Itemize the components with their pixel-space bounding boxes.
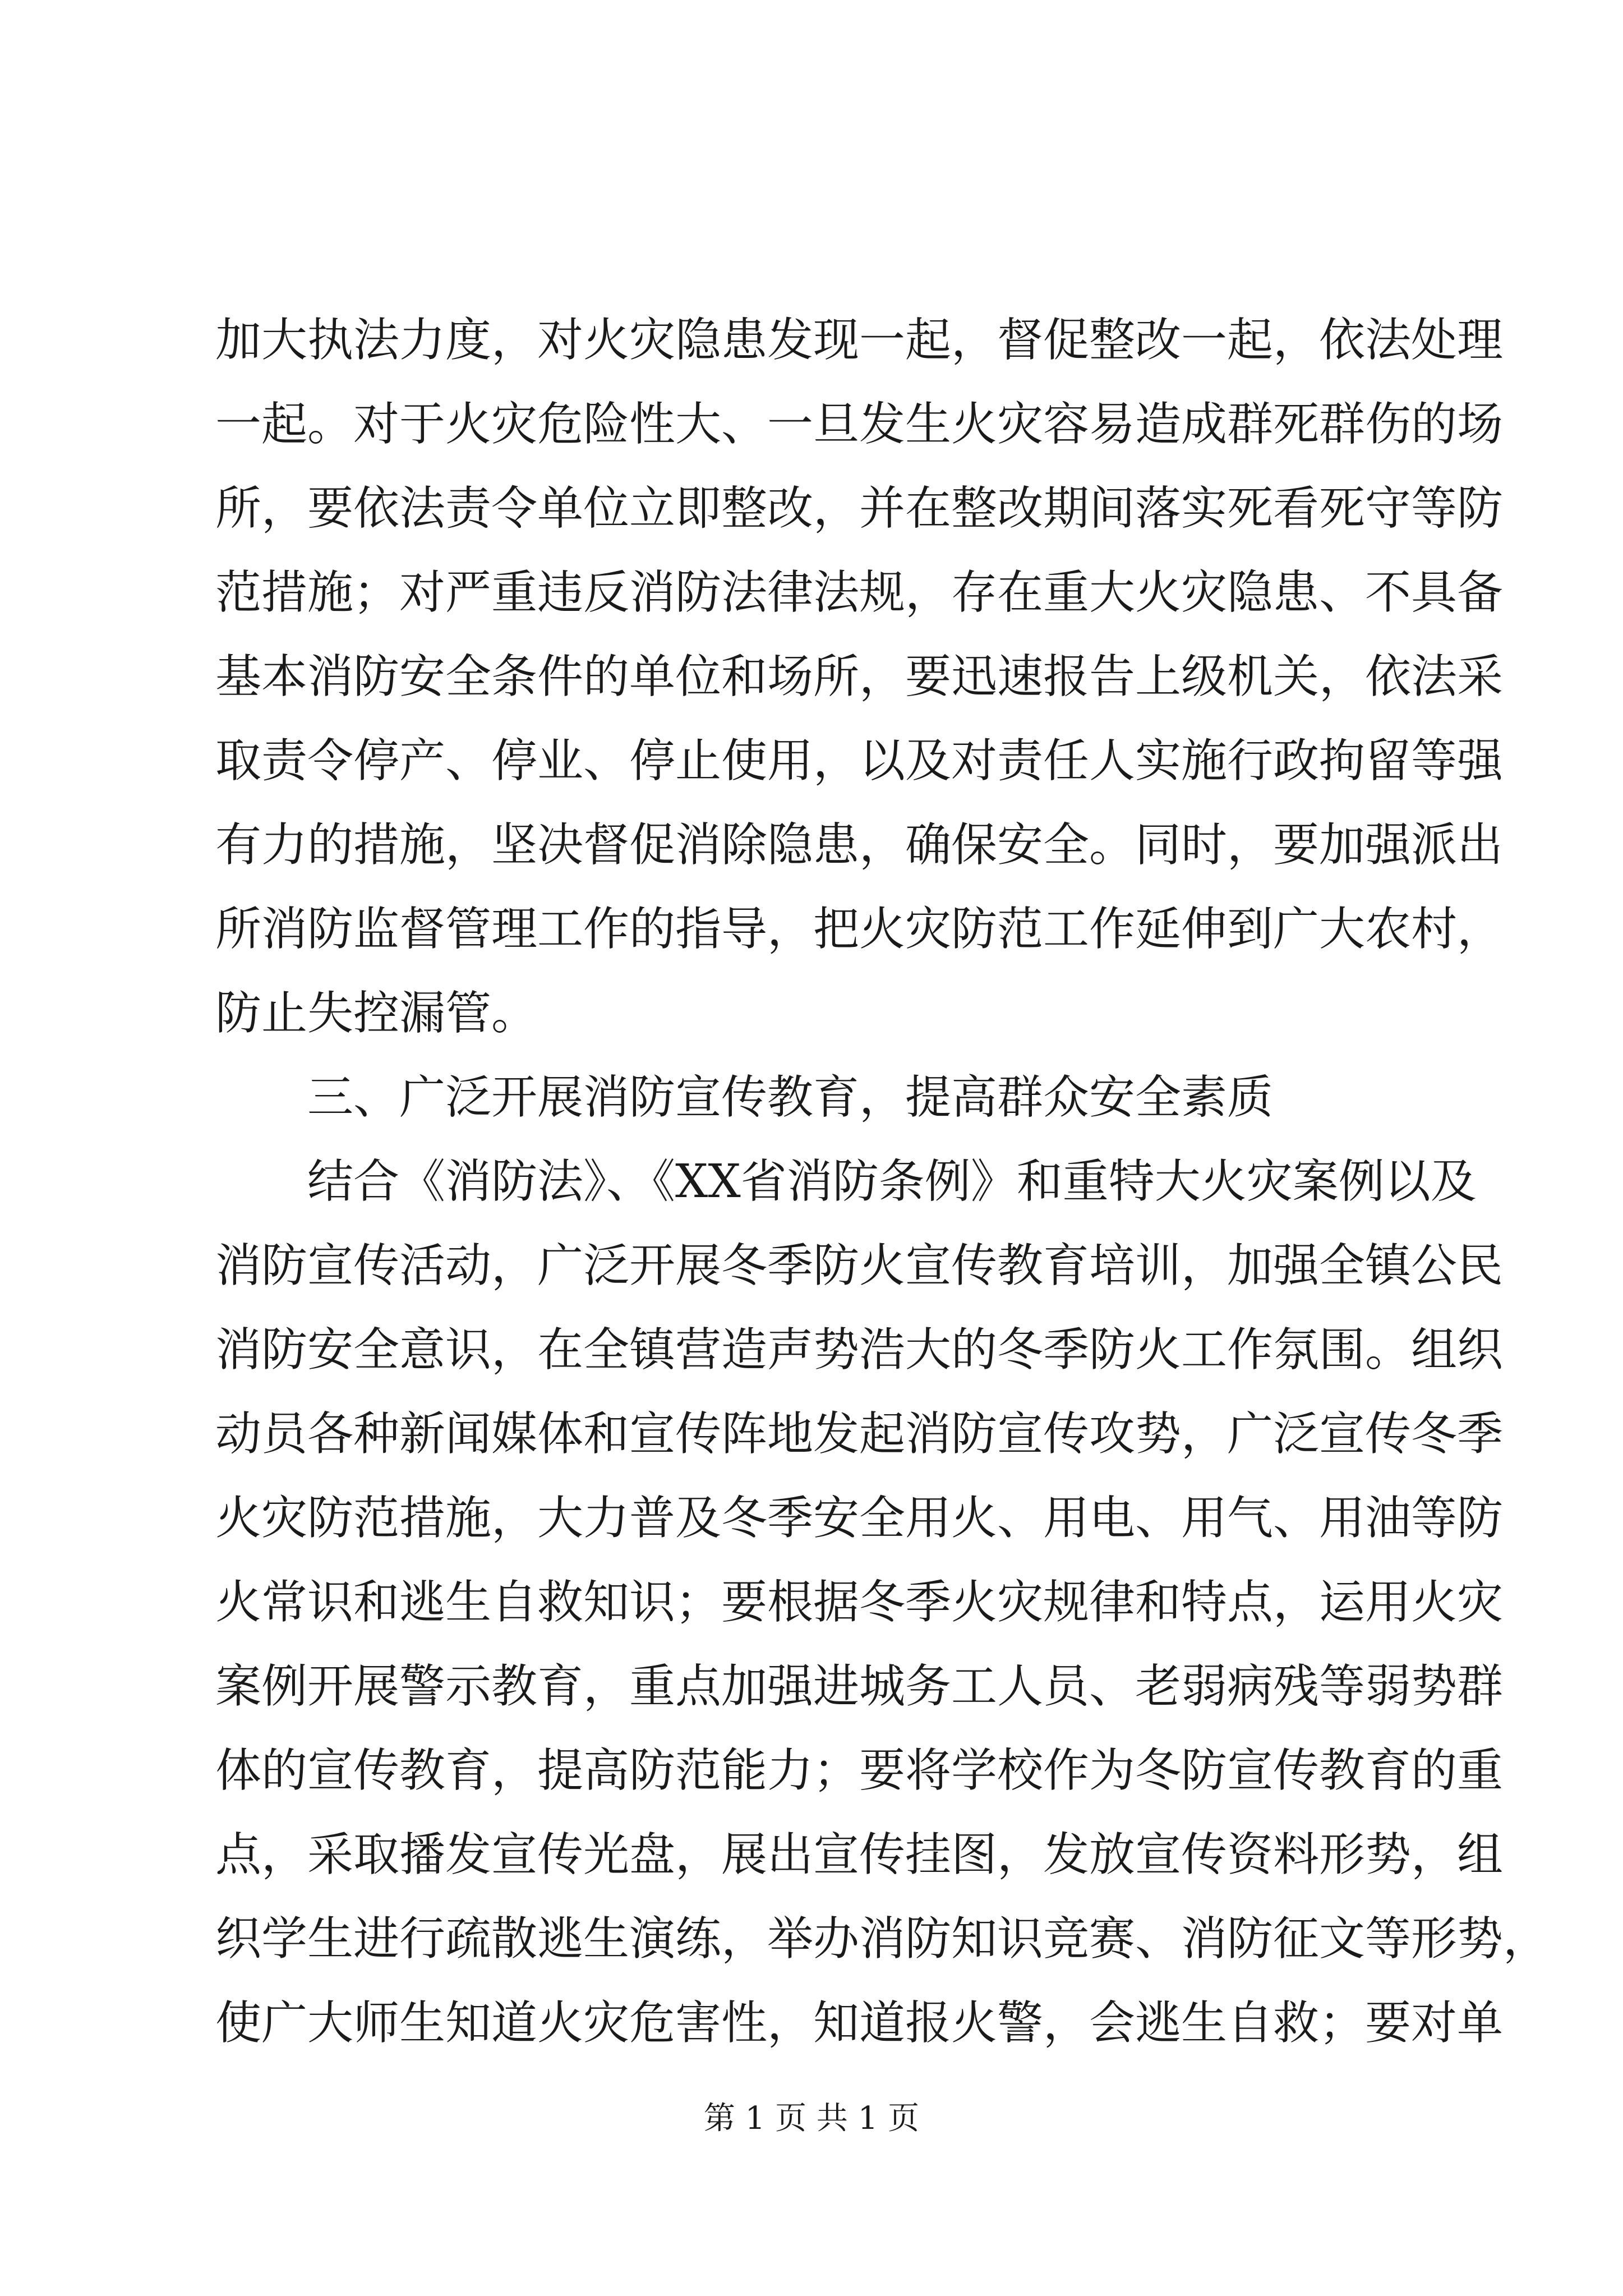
text-line: 基本消防安全条件的单位和场所，要迅速报告上级机关，依法采 xyxy=(215,650,1504,703)
document-body xyxy=(215,298,1550,2065)
page-number-label: 第 1 页 共 1 页 xyxy=(703,2100,920,2137)
text-line: 案例开展警示教育，重点加强进城务工人员、老弱病残等弱势群 xyxy=(215,1660,1504,1713)
text-line: 加大执法力度，对火灾隐患发现一起，督促整改一起，依法处理 xyxy=(215,314,1504,367)
text-line: 取责令停产、停业、停止使用，以及对责任人实施行政拘留等强 xyxy=(215,734,1504,788)
text-line: 织学生进行疏散逃生演练，举办消防知识竞赛、消防征文等形势， xyxy=(215,1912,1550,1966)
text-line: 范措施；对严重违反消防法律法规，存在重大火灾隐患、不具备 xyxy=(215,566,1504,619)
text-line: 火常识和逃生自救知识；要根据冬季火灾规律和特点，运用火灾 xyxy=(215,1576,1504,1629)
page-footer xyxy=(0,2099,1623,2138)
text-line: 一起。对于火灾危险性大、一旦发生火灾容易造成群死群伤的场 xyxy=(215,398,1504,451)
text-line: 所消防监督管理工作的指导，把火灾防范工作延伸到广大农村， xyxy=(215,903,1504,956)
text-line: 防止失控漏管。 xyxy=(215,987,538,1040)
text-line: 有力的措施，坚决督促消除隐患，确保安全。同时，要加强派出 xyxy=(215,818,1504,872)
text-line: 所，要依法责令单位立即整改，并在整改期间落实死看死守等防 xyxy=(215,482,1504,535)
text-line: 结合《消防法》、《XX省消防条例》和重特大火灾案例以及 xyxy=(307,1155,1477,1208)
text-line: 火灾防范措施，大力普及冬季安全用火、用电、用气、用油等防 xyxy=(215,1492,1504,1545)
text-line: 点，采取播发宣传光盘，展出宣传挂图，发放宣传资料形势，组 xyxy=(215,1828,1504,1881)
text-line: 消防宣传活动，广泛开展冬季防火宣传教育培训，加强全镇公民 xyxy=(215,1239,1504,1292)
text-line: 使广大师生知道火灾危害性，知道报火警，会逃生自救；要对单 xyxy=(215,1996,1504,2050)
text-line: 体的宣传教育，提高防范能力；要将学校作为冬防宣传教育的重 xyxy=(215,1744,1504,1797)
text-line: 消防安全意识，在全镇营造声势浩大的冬季防火工作氛围。组织 xyxy=(215,1323,1504,1377)
text-line: 动员各种新闻媒体和宣传阵地发起消防宣传攻势，广泛宣传冬季 xyxy=(215,1407,1504,1461)
section-heading: 三、广泛开展消防宣传教育，提高群众安全素质 xyxy=(307,1071,1274,1124)
